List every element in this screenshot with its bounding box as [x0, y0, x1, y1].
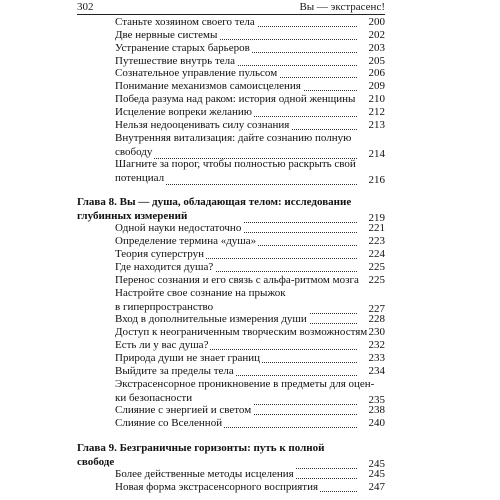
toc-entry[interactable] — [77, 158, 385, 187]
toc-page-number: 214 — [368, 148, 385, 160]
toc-page-number: 227 — [368, 303, 385, 315]
toc-entry-title-line2: потенциал — [115, 172, 165, 184]
toc-page-number: 232 — [368, 339, 385, 351]
toc-entry-title: Две нервные системы — [115, 29, 218, 41]
toc-page-number: 223 — [368, 235, 385, 247]
toc-entry-title: Природа души не знает границ — [115, 352, 261, 364]
toc-page-number: 230 — [368, 326, 385, 338]
toc-page-number: 225 — [368, 261, 385, 273]
toc-entry[interactable] — [77, 481, 385, 494]
toc-entry[interactable] — [77, 80, 385, 93]
toc-page-number: 240 — [368, 417, 385, 429]
toc-entry-title-line2: глубинных измерений — [77, 210, 188, 222]
toc-page-number: 209 — [368, 80, 385, 92]
toc-entry[interactable] — [77, 313, 385, 326]
toc-entry[interactable] — [77, 274, 385, 287]
toc-entry[interactable] — [77, 93, 385, 106]
running-title: Вы — экстрасенс! — [299, 1, 385, 13]
toc-entry[interactable] — [77, 261, 385, 274]
toc-chapter[interactable] — [77, 442, 385, 471]
toc-entry-title-line1: Глава 9. Безграничные горизонты: путь к полной — [77, 442, 325, 454]
toc-entry[interactable] — [77, 339, 385, 352]
toc-entry[interactable] — [77, 378, 385, 407]
toc-page-number: 212 — [368, 106, 385, 118]
running-head — [77, 0, 385, 15]
toc-entry-title-line1: Экстрасенсорное проникновение в предметы для оцен- — [115, 378, 375, 390]
toc-entry-title-line2: свободу — [115, 146, 153, 158]
toc-page-number: 205 — [368, 55, 385, 67]
toc-entry[interactable] — [77, 119, 385, 132]
toc-entry[interactable] — [77, 132, 385, 161]
toc-entry-title: Более действенные методы исцеления — [115, 468, 294, 480]
toc-entry-title: Перенос сознания и его связь с альфа-ритмом мозга — [115, 274, 359, 286]
toc-entry-title: Победа разума над раком: история одной женщины — [115, 93, 356, 105]
toc-page-number: 216 — [368, 174, 385, 186]
toc-entry[interactable] — [77, 222, 385, 235]
toc-entry[interactable] — [77, 67, 385, 80]
toc-entry[interactable] — [77, 404, 385, 417]
toc-page-number: 221 — [368, 222, 385, 234]
toc-entry-title: Исцеление вопреки желанию — [115, 106, 252, 118]
toc-entry-title-line1: Шагните за порог, чтобы полностью раскрыть свой — [115, 158, 356, 170]
toc-entry-title: Доступ к неограниченным творческим возможностям — [115, 326, 368, 338]
toc-entry[interactable] — [77, 106, 385, 119]
toc-entry-title: Понимание механизмов самоисцеления — [115, 80, 301, 92]
toc-entry[interactable] — [77, 352, 385, 365]
toc-chapter[interactable] — [77, 196, 385, 225]
toc-entry-title-line1: Настройте свое сознание на прыжок — [115, 287, 286, 299]
toc-entry-title: Слияние со Вселенной — [115, 417, 223, 429]
toc-entry[interactable] — [77, 365, 385, 378]
toc-entry-title-line1: Глава 8. Вы — душа, обладающая телом: исследование — [77, 196, 352, 208]
toc-page-number: 233 — [368, 352, 385, 364]
toc-page-number: 206 — [368, 67, 385, 79]
toc-page-number: 228 — [368, 313, 385, 325]
page-number: 302 — [77, 1, 94, 13]
toc-page-number: 235 — [368, 394, 385, 406]
toc-entry-title: Выйдите за пределы тела — [115, 365, 234, 377]
toc-entry-title: Определение термина «душа» — [115, 235, 257, 247]
toc-entry-title: Нельзя недооценивать силу сознания — [115, 119, 290, 131]
toc-page-number: 225 — [368, 274, 385, 286]
toc-entry-title: Слияние с энергией и светом — [115, 404, 252, 416]
toc-entry[interactable] — [77, 42, 385, 55]
toc-page-number: 238 — [368, 404, 385, 416]
toc-entry-title: Путешествие внутрь тела — [115, 55, 236, 67]
toc-entry[interactable] — [77, 287, 385, 316]
toc-entry-title: Вход в дополнительные измерения души — [115, 313, 307, 325]
toc-entry[interactable] — [77, 16, 385, 29]
toc-entry-title-line1: Внутренняя витализация: дайте сознанию полную — [115, 132, 352, 144]
toc-page-number: 245 — [368, 468, 385, 480]
toc-page-number: 224 — [368, 248, 385, 260]
toc-entry[interactable] — [77, 29, 385, 42]
toc-entry[interactable] — [77, 326, 385, 339]
toc-entry-title-line2: в гиперпространство — [115, 301, 214, 313]
toc-entry[interactable] — [77, 248, 385, 261]
toc-entry-title: Есть ли у вас душа? — [115, 339, 209, 351]
toc-entry[interactable] — [77, 417, 385, 430]
toc-page-number: 210 — [368, 93, 385, 105]
toc-page-number: 234 — [368, 365, 385, 377]
toc-entry-title: Новая форма экстрасенсорного восприятия — [115, 481, 319, 493]
toc-entry-title: Одной науки недостаточно — [115, 222, 242, 234]
toc-entry-title-line2: ки безопасности — [115, 392, 193, 404]
toc-entry-title: Сознательное управление пульсом — [115, 67, 278, 79]
toc-page-number: 247 — [368, 481, 385, 493]
toc-entry-title: Теория суперструн — [115, 248, 204, 260]
toc-page-number: 245 — [368, 458, 385, 470]
toc-page-number: 200 — [368, 16, 385, 28]
toc-page-number: 213 — [368, 119, 385, 131]
toc-page-number: 202 — [368, 29, 385, 41]
toc-entry-title: Где находится душа? — [115, 261, 214, 273]
toc-entry-title: Устранение старых барьеров — [115, 42, 250, 54]
toc-entry[interactable] — [77, 468, 385, 481]
toc-entry-title-line2: свободе — [77, 456, 115, 468]
toc-page-number: 219 — [368, 212, 385, 224]
toc-page-number: 203 — [368, 42, 385, 54]
toc-entry[interactable] — [77, 235, 385, 248]
toc-entry-title: Станьте хозяином своего тела — [115, 16, 255, 28]
